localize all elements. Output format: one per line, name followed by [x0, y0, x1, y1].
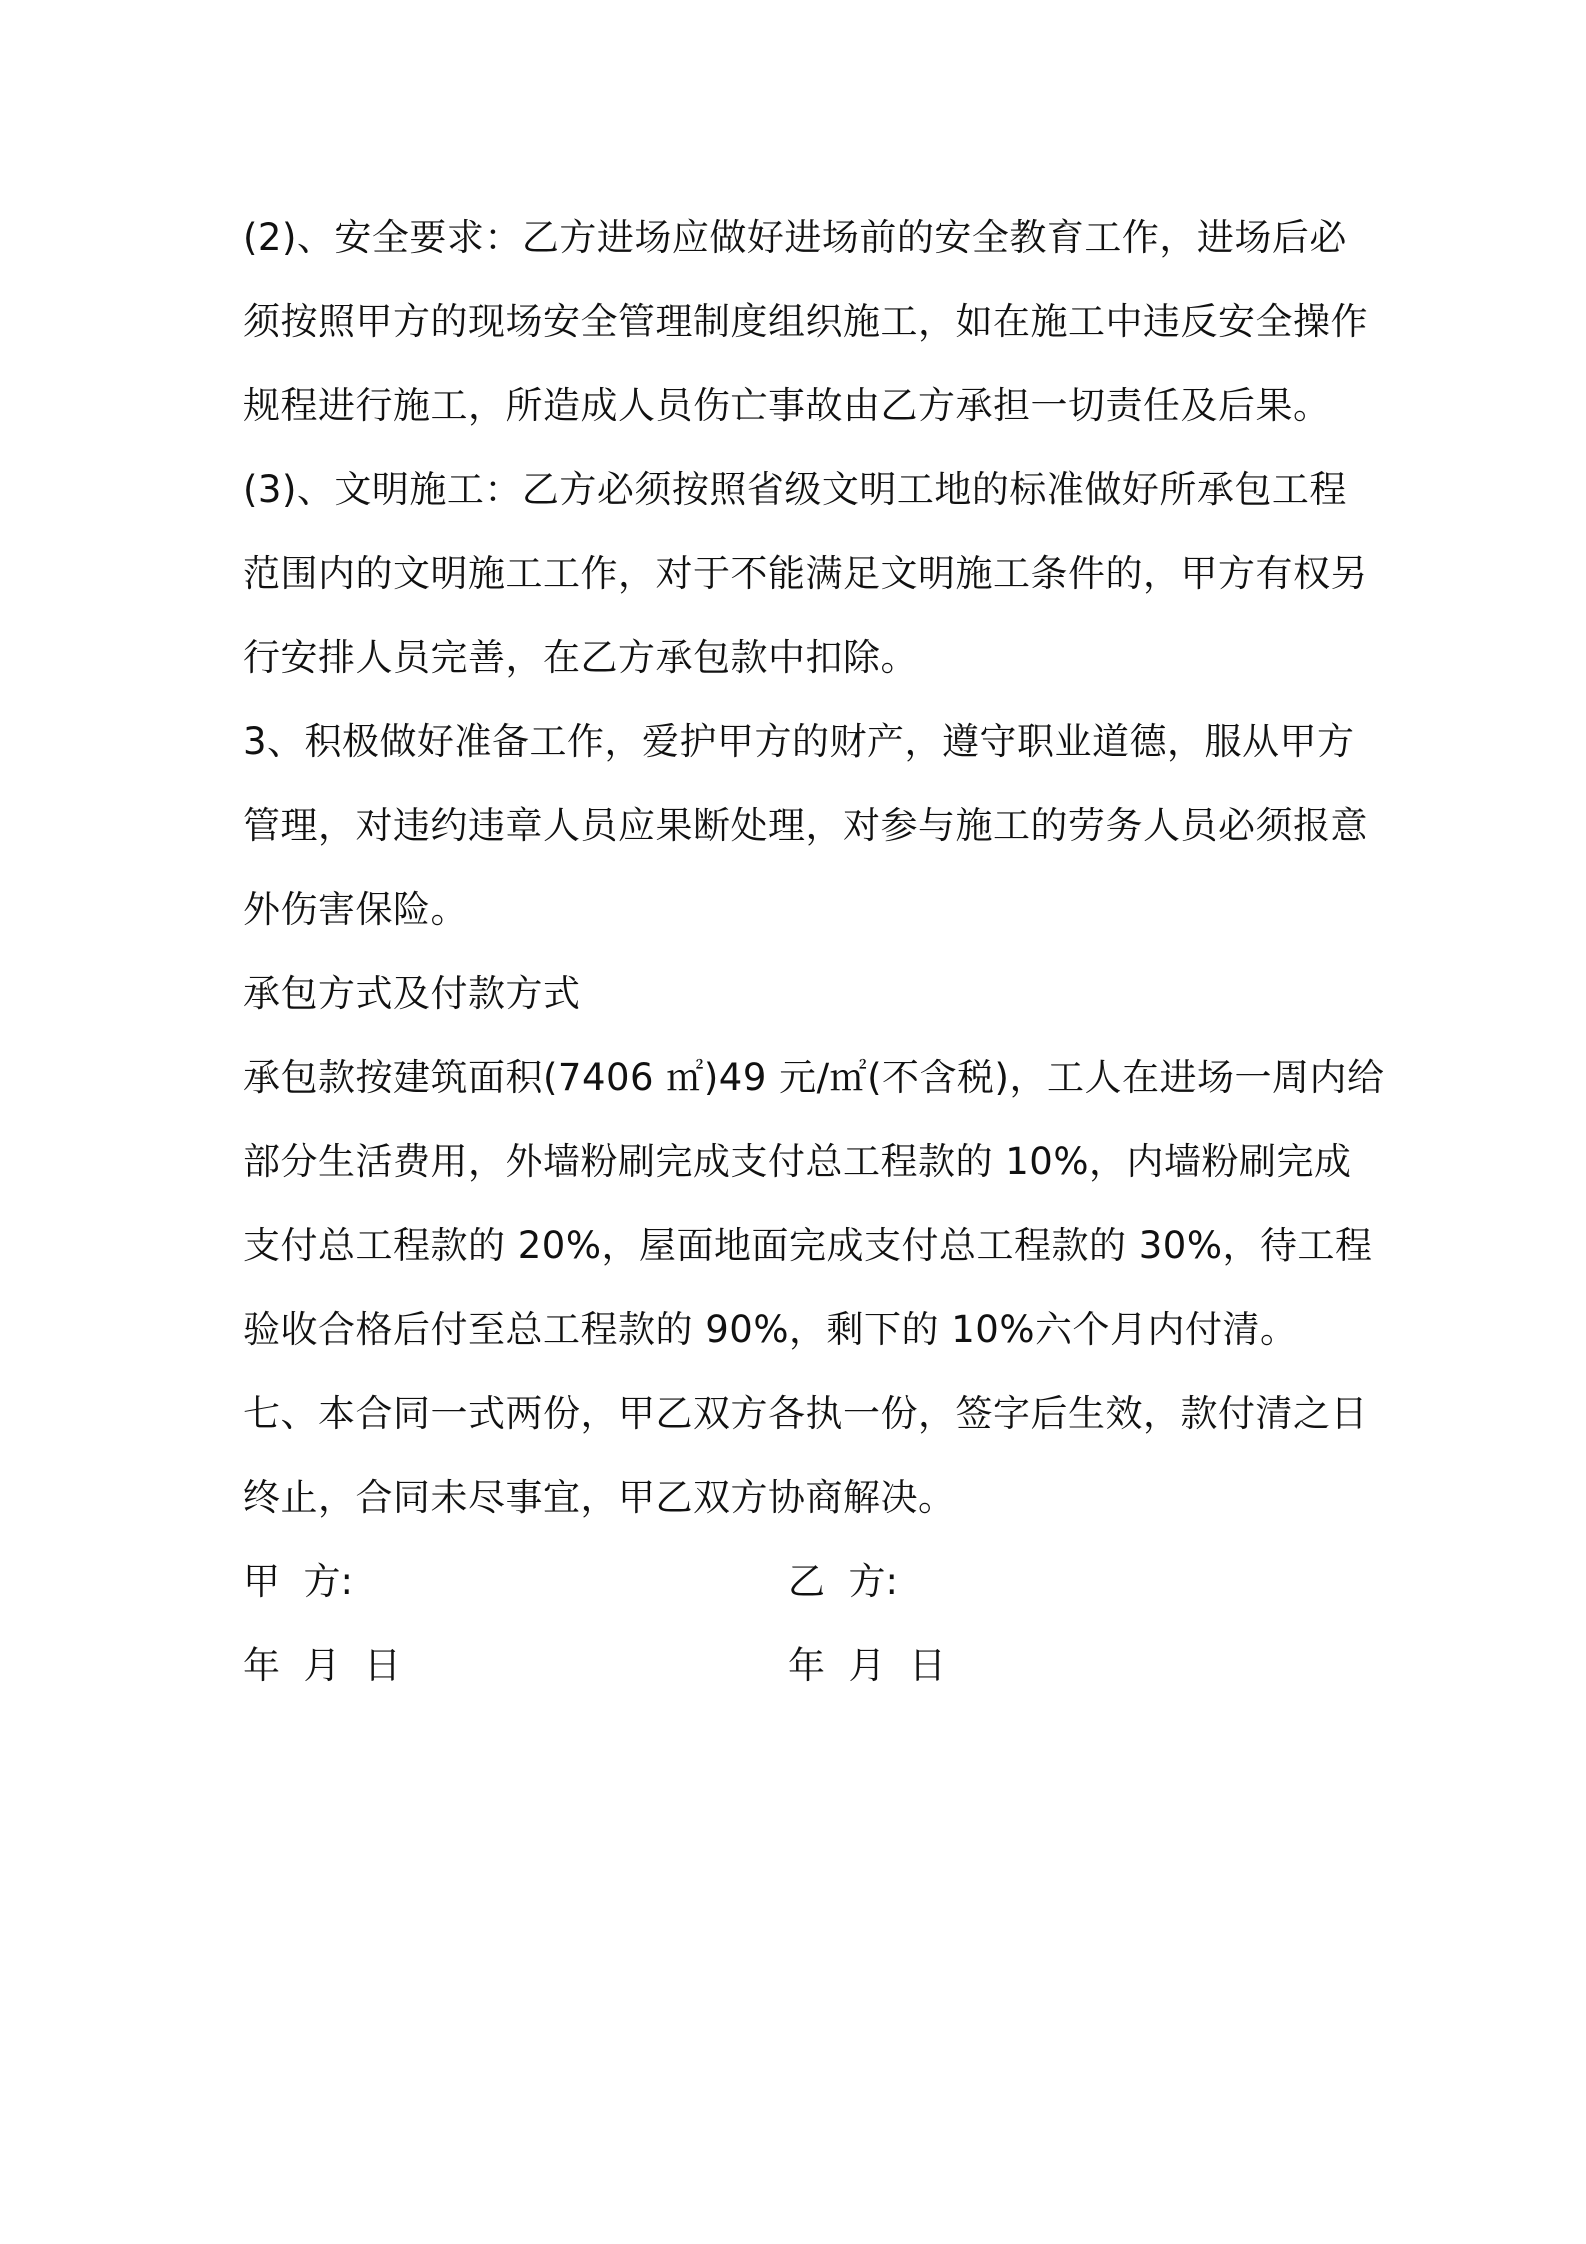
text-line: 承包款按建筑面积(7406 ㎡)49 元/㎡(不含税)，工人在进场一周内给 — [243, 1056, 1385, 1099]
text-line: 支付总工程款的 20%，屋面地面完成支付总工程款的 30%，待工程 — [243, 1224, 1373, 1267]
text-line: 规程进行施工，所造成人员伤亡事故由乙方承担一切责任及后果。 — [243, 384, 1331, 427]
text-line: 七、本合同一式两份，甲乙双方各执一份，签字后生效，款付清之日 — [243, 1392, 1368, 1435]
party-b-label: 乙 方: — [788, 1560, 898, 1603]
text-line: (2)、安全要求：乙方进场应做好进场前的安全教育工作，进场后必 — [243, 216, 1347, 259]
text-line: 管理，对违约违章人员应果断处理，对参与施工的劳务人员必须报意 — [243, 804, 1368, 847]
text-line: 部分生活费用，外墙粉刷完成支付总工程款的 10%，内墙粉刷完成 — [243, 1140, 1352, 1183]
text-line: 行安排人员完善，在乙方承包款中扣除。 — [243, 636, 918, 679]
text-line: 验收合格后付至总工程款的 90%，剩下的 10%六个月内付清。 — [243, 1308, 1298, 1351]
text-line: 3、积极做好准备工作，爱护甲方的财产，遵守职业道德，服从甲方 — [243, 720, 1355, 763]
text-line: 外伤害保险。 — [243, 888, 468, 931]
party-a-date: 年 月 日 — [243, 1644, 402, 1687]
party-a-label: 甲 方: — [243, 1560, 353, 1603]
document-body — [243, 196, 1385, 1708]
section-heading: 承包方式及付款方式 — [243, 972, 581, 1015]
signature-party-row — [243, 1540, 1363, 1624]
text-line: (3)、文明施工：乙方必须按照省级文明工地的标准做好所承包工程 — [243, 468, 1347, 511]
text-line: 范围内的文明施工工作，对于不能满足文明施工条件的，甲方有权另 — [243, 552, 1368, 595]
text-line: 终止，合同未尽事宜，甲乙双方协商解决。 — [243, 1476, 956, 1519]
party-b-date: 年 月 日 — [788, 1644, 947, 1687]
text-line: 须按照甲方的现场安全管理制度组织施工，如在施工中违反安全操作 — [243, 300, 1368, 343]
signature-date-row — [243, 1624, 1363, 1708]
